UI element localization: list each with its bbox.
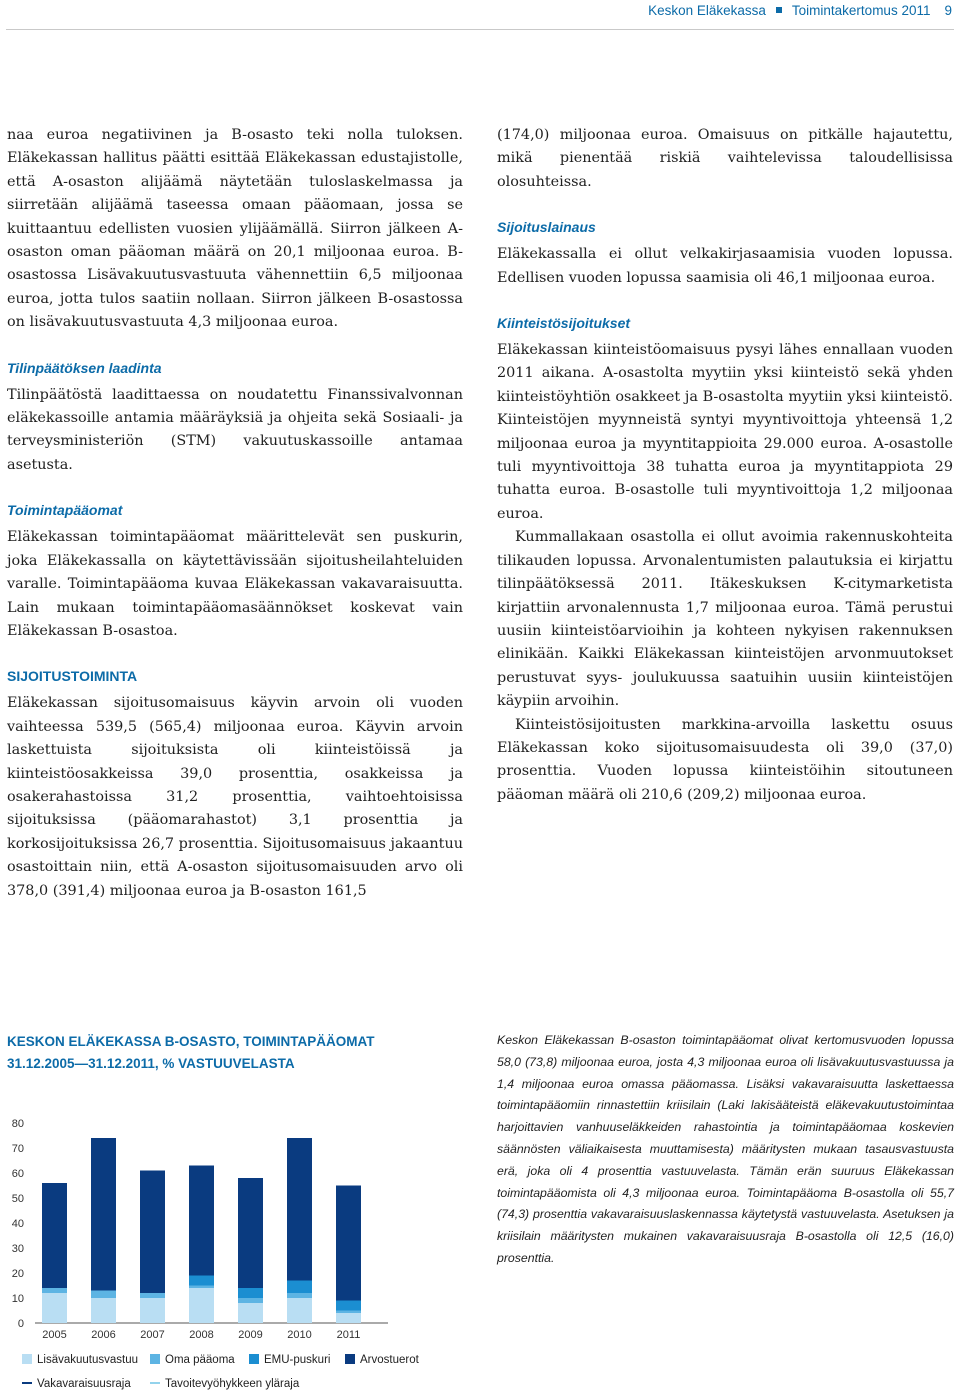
x-tick-label: 2010 bbox=[287, 1329, 312, 1341]
running-header bbox=[0, 0, 960, 28]
y-tick-label: 30 bbox=[11, 1243, 24, 1255]
right-paragraph-3: Eläkekassan kiinteistöomaisuus pysyi lähes ennallaan vuoden 2011 aikana. A-osastolta myytiin yksi kiinteistö sekä yhden kiinteistöyhtiön osakkeet ja B-osastolta myytiin yksi kiinteistö. Kiinteistöjen myynneistä syntyi myyntivoittoja yhteensä 1,2 miljoonaa euroa ja myyntitappioita 29.000 euroa. A-osastolle tuli myyntivoittoja 38 tuhatta euroa ja myyntitappiota 29 tuhatta euroa. B-osastolle tuli myyntivoittoja 1,2 miljoonaa euroa. bbox=[497, 342, 953, 522]
x-tick-label: 2007 bbox=[140, 1329, 165, 1341]
chart-title bbox=[7, 1031, 477, 1074]
header-rule bbox=[6, 29, 954, 30]
y-tick-label: 50 bbox=[11, 1193, 24, 1205]
bar-segment bbox=[287, 1298, 312, 1323]
bar-segment bbox=[238, 1298, 263, 1303]
bar-segment bbox=[91, 1298, 116, 1323]
x-tick-label: 2011 bbox=[336, 1329, 361, 1341]
chart-title-line-2: 31.12.2005—31.12.2011, % VASTUUVELASTA bbox=[7, 1055, 295, 1071]
right-paragraph-2: Eläkekassalla ei ollut velkakirjasaamisia vuoden lopussa. Edellisen vuoden lopussa saamisia oli 46,1 miljoonaa euroa. bbox=[497, 246, 953, 286]
legend-swatch bbox=[22, 1354, 32, 1364]
bar-segment bbox=[238, 1303, 263, 1323]
legend-item-tavoitevyohyke: Tavoitevyöhykkeen yläraja bbox=[150, 1378, 299, 1390]
legend-item-vakavaraisuusraja: Vakavaraisuusraja bbox=[22, 1378, 131, 1390]
left-paragraph-1: naa euroa negatiivinen ja B-osasto teki nolla tuloksen. Eläkekassan hallitus päätti esittää Eläkekassan edustajistolle, että A-osaston alijäämä näytetään tuloslaskelmassa ja siirretään alijäämä taseessa omaan pääomaan, jossa se kuittaantuu edellisten vuosien ylijäämällä. Siirron jälkeen A-osaston oman pääoman määrä on 20,1 miljoonaa euroa. B-osastossa Lisävakuutusvastuuta vähennettiin 6,5 miljoonaa euroa, jotta tulos saatiin nollaan. Siirron jälkeen B-osastossa on lisävakuutusvastuuta 4,3 miljoonaa euroa. bbox=[7, 127, 463, 331]
header-report: Toimintakertomus 2011 bbox=[791, 3, 931, 18]
chart-title-line-1: KESKON ELÄKEKASSA B-OSASTO, TOIMINTAPÄÄOMAT bbox=[7, 1034, 375, 1049]
capital-chart bbox=[0, 1100, 480, 1350]
header-text bbox=[648, 3, 952, 18]
heading-tilinpaatoksen-laadinta: Tilinpäätöksen laadinta bbox=[7, 359, 162, 376]
y-tick-label: 20 bbox=[11, 1268, 24, 1280]
bar-segment bbox=[189, 1166, 214, 1276]
bar-segment bbox=[336, 1186, 361, 1301]
chart-caption: Keskon Eläkekassan B-osaston toimintapääomat olivat kertomusvuoden lopussa 58,0 (73,8) miljoonaa euroa, josta 4,3 miljoonaa euroa oli lisävakuutusvastuussa ja 1,4 miljoonaa euroa omassa pääomassa. Lisäksi vakavaraisuutta laskettaessa toimintapääomiin rinnastettiin kriisilain (Laki lakisääteistä eläkevakuutustoimintaa harjoittavien vanhuuseläkkeiden rahastointia ja toimintapääomaa koskevien säännösten väliaikaisesta muuttamisesta) määritysten mukaan tasausvastuusta erä, joka oli 4 prosenttia vastuuvelasta. Tämän erän suuruus Eläkekassan toimintapääomista oli 4,3 miljoonaa euroa. Toimintapääoma B-osastolla oli 55,7 (74,3) prosenttia vakavaraisuuslaskennassa käytetystä vastuuvelasta. Asetuksen ja kriisilain määritysten mukainen vakavaraisuusraja B-osastolla oli 12,5 (16,0) prosenttia. bbox=[497, 1033, 954, 1265]
bar-segment bbox=[287, 1281, 312, 1294]
header-org: Keskon Eläkekassa bbox=[648, 3, 766, 18]
legend-line bbox=[150, 1382, 160, 1384]
left-paragraph-4: Eläkekassan sijoitusomaisuus käyvin arvoin oli vuoden vaihteessa 539,5 (565,4) miljoonaa euroa. Käyvin arvoin laskettuista sijoituksista oli kiinteistöissä ja kiinteistöosakkeissa 39,0 prosenttia, osakkeissa ja osakerahastoissa 31,2 prosenttia, vaihtoehtoisissa sijoituksissa (pääomarahastot) 3,1 prosenttia ja korkosijoituksissa 26,7 prosenttia. Sijoitusomaisuus jakaantuu osastoittain niin, että A-osaston sijoitusomaisuuden arvo oli 378,0 (391,4) miljoonaa euroa ja B-osaston 161,5 bbox=[7, 695, 463, 899]
legend-item-oma-paaoma: Oma pääoma bbox=[150, 1354, 235, 1366]
right-paragraph-5: Kiinteistösijoitusten markkina-arvoilla laskettu osuus Eläkekassan koko sijoitusomaisuudesta oli 39,0 (37,0) prosenttia. Vuoden lopussa kiinteistöihin sitoutuneen pääoman määrä oli 210,6 (209,2) miljoonaa euroa. bbox=[497, 716, 953, 803]
bar-segment bbox=[91, 1291, 116, 1299]
right-paragraph-4: Kummallakaan osastolla ei ollut avoimia rakennuskohteita tilikauden lopussa. Arvonalentumisten palautuksia ei kirjattu tilinpäätöksessä 2011. Itäkeskuksen K-citymarketista kirjattiin arvonalennusta 1,7 miljoonaa euroa. Tämä perustui uusiin kiinteistöarvioihin ja kohteen nykyisen rakennuksen elinikään. Kaikki Eläkekassan kiinteistöjen arvonmuutokset perustuvat syys- joulukuussa saatuihin uusiin kiinteistöjen käypiin arvoihin. bbox=[497, 529, 953, 710]
legend-swatch bbox=[150, 1354, 160, 1364]
left-column bbox=[7, 124, 463, 903]
bar-segment bbox=[140, 1171, 165, 1294]
legend-item-emu-puskuri: EMU-puskuri bbox=[249, 1354, 330, 1366]
x-tick-label: 2006 bbox=[91, 1329, 116, 1341]
bar-segment bbox=[287, 1138, 312, 1281]
bar-segment bbox=[336, 1311, 361, 1314]
y-tick-label: 0 bbox=[17, 1318, 24, 1330]
page-number: 9 bbox=[944, 3, 952, 18]
bar-segment bbox=[189, 1288, 214, 1323]
bar-segment bbox=[238, 1288, 263, 1298]
bar-segment bbox=[189, 1276, 214, 1286]
heading-sijoitustoiminta: SIJOITUSTOIMINTA bbox=[7, 668, 138, 685]
y-tick-label: 70 bbox=[11, 1143, 24, 1155]
legend-swatch bbox=[249, 1354, 259, 1364]
header-separator-icon bbox=[776, 7, 782, 13]
x-tick-label: 2009 bbox=[238, 1329, 263, 1341]
bar-segment bbox=[336, 1313, 361, 1323]
bar-segment bbox=[287, 1293, 312, 1298]
bar-segment bbox=[238, 1178, 263, 1288]
legend-swatch bbox=[345, 1354, 355, 1364]
y-tick-label: 10 bbox=[11, 1293, 24, 1305]
heading-sijoituslainaus: Sijoituslainaus bbox=[497, 219, 596, 236]
legend-item-lisavakuutusvastuu: Lisävakuutusvastuu bbox=[22, 1354, 138, 1366]
legend-line bbox=[22, 1382, 32, 1384]
bar-segment bbox=[189, 1286, 214, 1289]
legend-item-arvostuerot: Arvostuerot bbox=[345, 1354, 419, 1366]
bar-segment bbox=[91, 1138, 116, 1291]
bar-segment bbox=[42, 1288, 67, 1293]
bar-segment bbox=[140, 1298, 165, 1323]
bar-segment bbox=[42, 1183, 67, 1288]
y-tick-label: 80 bbox=[11, 1118, 24, 1130]
right-paragraph-1: (174,0) miljoonaa euroa. Omaisuus on pitkälle hajautettu, mikä pienentää riskiä vaihtelevissa taloudellisissa olosuhteissa. bbox=[497, 127, 953, 190]
y-tick-label: 60 bbox=[11, 1168, 24, 1180]
bar-segment bbox=[336, 1301, 361, 1311]
heading-kiinteistosijoitukset: Kiinteistösijoitukset bbox=[497, 315, 631, 332]
y-tick-label: 40 bbox=[11, 1218, 24, 1230]
bar-segment bbox=[140, 1293, 165, 1298]
bar-segment bbox=[42, 1293, 67, 1323]
heading-toimintapaaomat: Toimintapääomat bbox=[7, 502, 123, 519]
left-paragraph-3: Eläkekassan toimintapääomat määrittelevät sen puskurin, joka Eläkekassalla on käytettävissään sijoitusheilahteluiden varalle. Toimintapääoma kuvaa Eläkekassan vakavaraisuutta. Lain mukaan toimintapääomasäännökset koskevat vain Eläkekassan B-osastoa. bbox=[7, 529, 463, 639]
x-tick-label: 2008 bbox=[189, 1329, 214, 1341]
right-column bbox=[497, 124, 953, 807]
x-tick-label: 2005 bbox=[42, 1329, 67, 1341]
left-paragraph-2: Tilinpäätöstä laadittaessa on noudatettu Finanssivalvonnan eläkekassoille antamia määräyksiä ja ohjeita sekä Sosiaali- ja terveysministeriön (STM) vakuutuskassoille antamaa asetusta. bbox=[7, 386, 463, 473]
